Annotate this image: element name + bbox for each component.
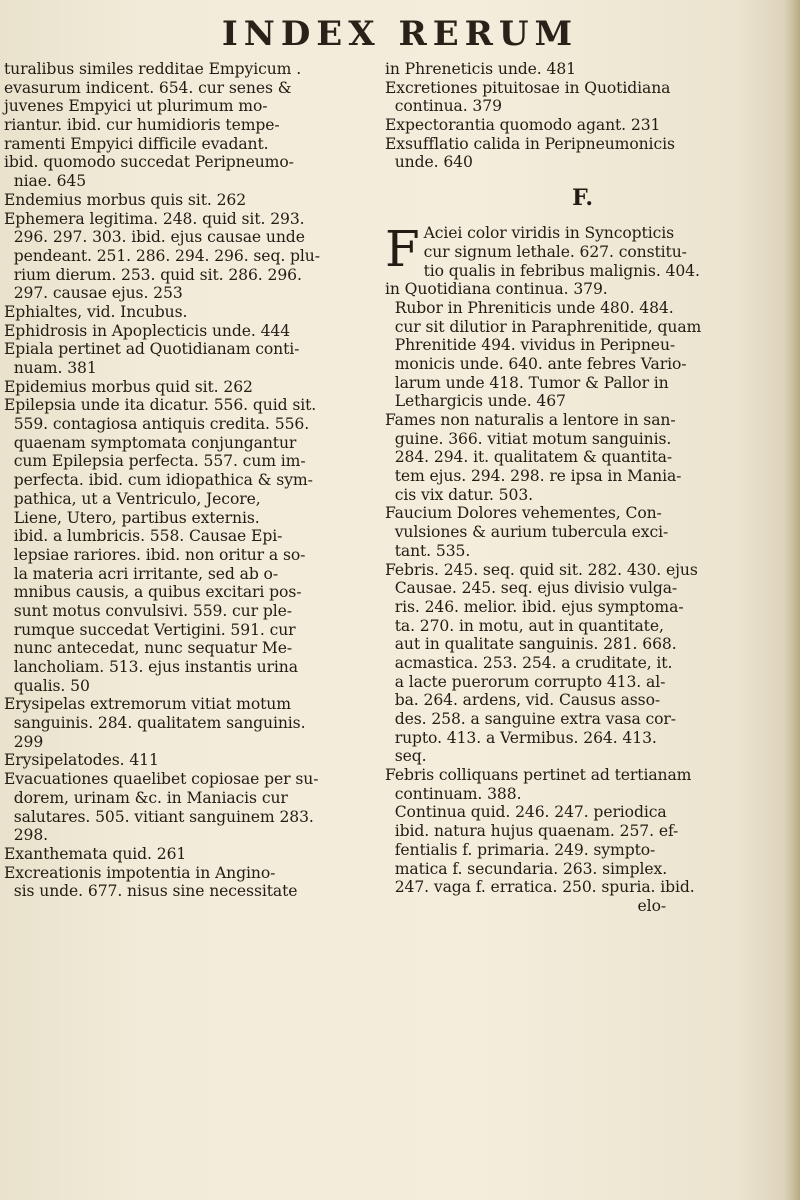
index-line: Continua quid. 246. 247. periodica (385, 803, 667, 822)
index-line: dorem, urinam &c. in Maniacis cur (4, 788, 288, 807)
index-line: mnibus causis, a quibus excitari pos- (4, 583, 302, 602)
index-line: rupto. 413. a Vermibus. 264. 413. (385, 728, 657, 747)
index-line: Epilepsia unde ita dicatur. 556. quid sit. (4, 396, 317, 415)
index-line: Faucium Dolores vehementes, Con- (385, 504, 662, 523)
index-line: 299 (4, 732, 44, 751)
left-column (4, 60, 374, 901)
index-line: seq. (385, 747, 427, 766)
index-line: la materia acri irritante, sed ab o- (4, 564, 279, 583)
index-line: Excreationis impotentia in Angino- (4, 863, 276, 882)
index-line: larum unde 418. Tumor & Pallor in (385, 373, 669, 392)
index-line: ris. 246. melior. ibid. ejus symptoma- (385, 597, 684, 616)
index-line: in Quotidiana continua. 379. (385, 280, 608, 299)
index-line: Evacuationes quaelibet copiosae per su- (4, 770, 319, 789)
index-line: Epidemius morbus quid sit. 262 (4, 377, 253, 396)
index-line: tant. 535. (385, 541, 471, 560)
index-line: lepsiae rariores. ibid. non oritur a so- (4, 545, 306, 564)
index-line: 247. vaga f. erratica. 250. spuria. ibid. (385, 878, 695, 897)
index-line: turalibus similes redditae Empyicum . (4, 60, 302, 78)
index-line: Aciei color viridis in Syncopticis (423, 224, 675, 243)
index-line: matica f. secundaria. 263. simplex. (385, 859, 668, 878)
index-line: juvenes Empyici ut plurimum mo- (4, 97, 268, 116)
index-line: ramenti Empyici difficile evadant. (4, 134, 269, 153)
index-line: nunc antecedat, nunc sequatur Me- (4, 639, 293, 658)
index-line: sunt motus convulsivi. 559. cur ple- (4, 601, 292, 620)
index-line: guine. 366. vitiat motum sanguinis. (385, 429, 672, 448)
index-line: a lacte puerorum corrupto 413. al- (385, 672, 666, 691)
index-line: Liene, Utero, partibus externis. (4, 508, 260, 527)
initial-letter: F (385, 220, 420, 279)
index-line: Lethargicis unde. 467 (385, 392, 566, 411)
index-line: unde. 640 (385, 153, 473, 172)
index-line: sis unde. 677. nisus sine necessitate (4, 882, 298, 901)
index-line: Exanthemata quid. 261 (4, 844, 187, 863)
index-line: 298. (4, 826, 49, 845)
index-line: rumque succedat Vertigini. 591. cur (4, 620, 296, 639)
index-line: ibid. quomodo succedat Peripneumo- (4, 153, 294, 172)
index-line: Excretiones pituitosae in Quotidiana (385, 78, 671, 97)
index-line: Erysipelatodes. 411 (4, 751, 159, 770)
index-line: nuam. 381 (4, 359, 97, 377)
index-line: rium dierum. 253. quid sit. 286. 296. (4, 265, 302, 284)
index-line: evasurum indicent. 654. cur senes & (4, 78, 292, 97)
index-line: ibid. natura hujus quaenam. 257. ef- (385, 822, 679, 841)
index-line: Causae. 245. seq. ejus divisio vulga- (385, 579, 678, 598)
index-line: Ephemera legitima. 248. quid sit. 293. (4, 209, 305, 228)
section-letter: F. (572, 184, 593, 211)
index-line: vulsiones & aurium tubercula exci- (385, 523, 669, 542)
index-line: fentialis f. primaria. 249. sympto- (385, 840, 656, 859)
index-line: aut in qualitate sanguinis. 281. 668. (385, 635, 677, 654)
index-line: riantur. ibid. cur humidioris tempe- (4, 116, 280, 135)
index-line: Ephialtes, vid. Incubus. (4, 302, 188, 321)
index-line: tem ejus. 294. 298. re ipsa in Mania- (385, 467, 682, 486)
index-line: continuam. 388. (385, 784, 522, 803)
index-line: niae. 645 (4, 172, 87, 191)
index-line: 559. contagiosa antiquis credita. 556. (4, 415, 310, 434)
index-line: ta. 270. in motu, aut in quantitate, (385, 616, 664, 635)
index-line: cur sit dilutior in Paraphrenitide, quam (385, 317, 702, 336)
index-line: des. 258. a sanguine extra vasa cor- (385, 710, 676, 728)
index-line: Ephidrosis in Apoplecticis unde. 444 (4, 321, 291, 340)
page-edge-shadow (784, 0, 800, 1200)
index-line: perfecta. ibid. cum idiopathica & sym- (4, 471, 313, 490)
index-line: Fames non naturalis a lentore in san- (385, 411, 676, 429)
index-line: salutares. 505. vitiant sanguinem 283. (4, 807, 314, 826)
index-line: ibid. a lumbricis. 558. Causae Epi- (4, 527, 283, 546)
index-line: Expectorantia quomodo agant. 231 (385, 116, 661, 135)
index-line: sanguinis. 284. qualitatem sanguinis. (4, 714, 306, 733)
right-column (385, 60, 780, 916)
initial-block (385, 220, 780, 280)
index-line: Epiala pertinet ad Quotidianam conti- (4, 340, 300, 359)
index-line: quaenam symptomata conjungantur (4, 433, 297, 452)
page-header: INDEX RERUM (221, 14, 579, 54)
index-line: Febris. 245. seq. quid sit. 282. 430. ejus (385, 560, 698, 579)
index-line: Phrenitide 494. vividus in Peripneu- (385, 336, 676, 355)
index-line: 284. 294. it. qualitatem & quantita- (385, 448, 673, 467)
index-line: Rubor in Phreniticis unde 480. 484. (385, 298, 674, 317)
index-line: lancholiam. 513. ejus instantis urina (4, 658, 298, 676)
index-line: 297. causae ejus. 253 (4, 284, 183, 303)
index-line: Endemius morbus quis sit. 262 (4, 190, 247, 209)
index-line: 296. 297. 303. ibid. ejus causae unde (4, 228, 305, 247)
index-line: continua. 379 (385, 97, 502, 116)
index-line: cur signum lethale. 627. constitu- (423, 242, 687, 261)
index-line: cum Epilepsia perfecta. 557. cum im- (4, 452, 306, 471)
index-line: tio qualis in febribus malignis. 404. (423, 261, 700, 280)
index-line: pendeant. 251. 286. 294. 296. seq. plu- (4, 246, 320, 265)
index-line: Erysipelas extremorum vitiat motum (4, 695, 291, 714)
index-line: acmastica. 253. 254. a cruditate, it. (385, 653, 673, 672)
index-line: elo- (385, 896, 667, 915)
index-line: pathica, ut a Ventriculo, Jecore, (4, 489, 261, 508)
index-line: cis vix datur. 503. (385, 485, 534, 504)
index-line: qualis. 50 (4, 676, 90, 695)
index-line: Febris colliquans pertinet ad tertianam (385, 766, 692, 785)
index-line: ba. 264. ardens, vid. Causus asso- (385, 691, 661, 710)
index-line: Exsufflatio calida in Peripneumonicis (385, 134, 675, 153)
index-line: monicis unde. 640. ante febres Vario- (385, 354, 687, 373)
index-line: in Phreneticis unde. 481 (385, 60, 576, 78)
